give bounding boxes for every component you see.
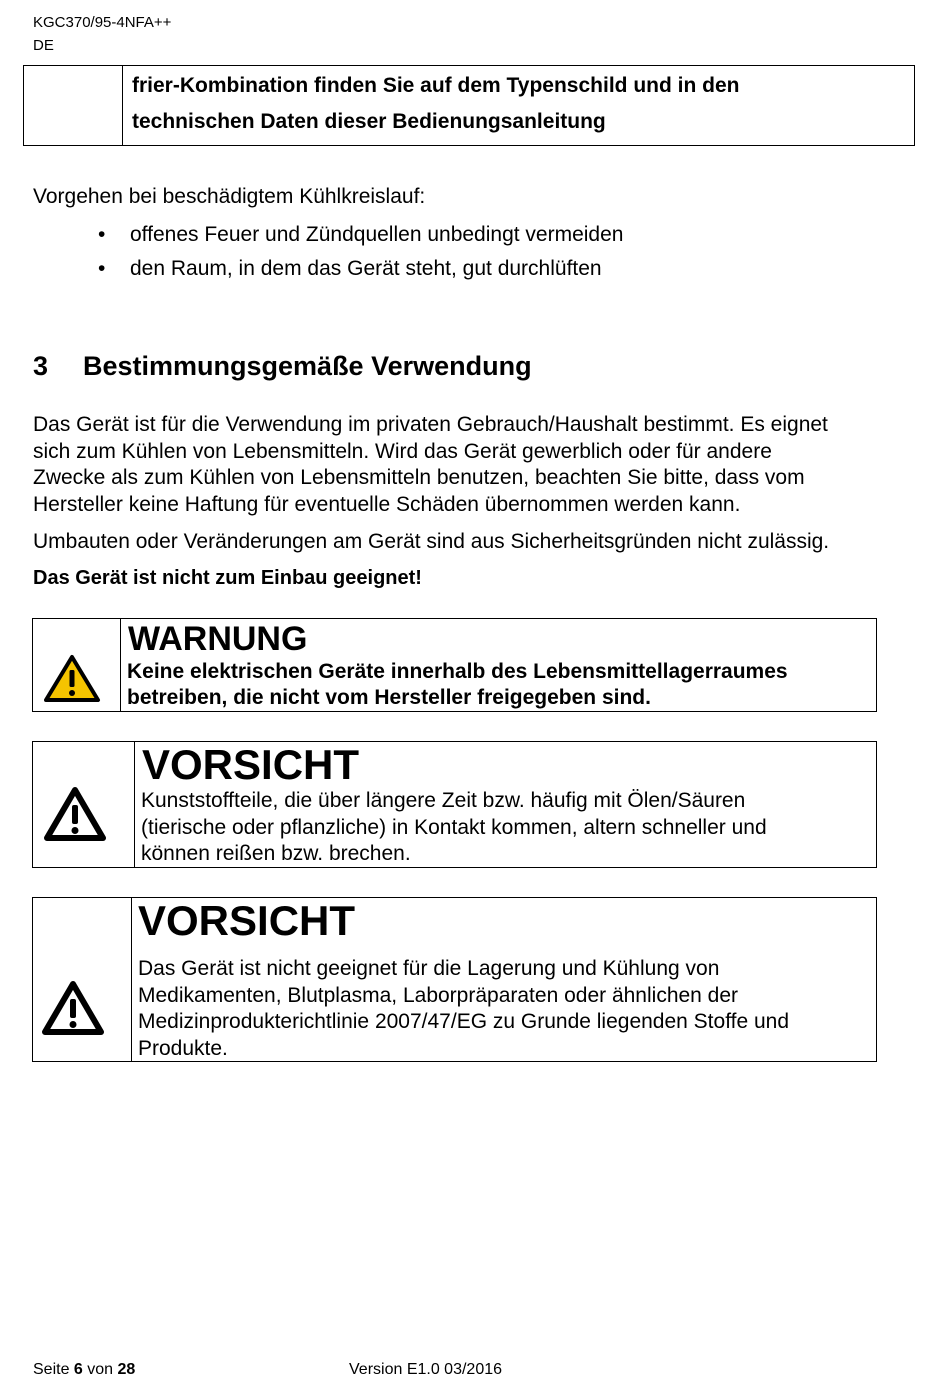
page-indicator: Seite 6 von 28 <box>33 1361 136 1378</box>
warning-triangle-icon <box>43 786 107 842</box>
box-divider <box>122 66 123 145</box>
document-language: DE <box>33 37 54 54</box>
damage-bullet-2: • den Raum, in dem das Gerät steht, gut durchlüften <box>98 257 602 280</box>
section-title: Bestimmungsgemäße Verwendung <box>83 351 532 381</box>
damage-bullet-1: • offenes Feuer und Zündquellen unbedingt vermeiden <box>98 223 624 246</box>
caution-1-text: Kunststoffteile, die über längere Zeit bzw. häufig mit Ölen/Säuren (tierische oder pflanzliche) in Kontakt kommen, altern schneller und können reißen bzw. brechen. <box>141 789 767 865</box>
box-divider <box>134 742 135 867</box>
caution-box-1 <box>32 741 877 868</box>
bullet-icon: • <box>98 257 106 280</box>
section-heading <box>33 350 532 382</box>
warning-triangle-yellow-icon <box>43 653 101 703</box>
warning-text: Keine elektrischen Geräte innerhalb des Lebensmittellagerraumes betreiben, die nicht vom Hersteller freigegeben sind. <box>127 660 788 709</box>
continuation-box <box>23 65 915 146</box>
warning-box <box>32 618 877 712</box>
continuation-line-1: frier-Kombination finden Sie auf dem Typenschild und in den <box>132 74 740 97</box>
bullet-icon: • <box>98 223 106 246</box>
caution-2-text: Das Gerät ist nicht geeignet für die Lagerung und Kühlung von Medikamenten, Blutplasma, Laborpräparaten oder ähnlichen der Medizinprodukterichtlinie 2007/47/EG zu Grunde liegenden Stoffe und Produkte. <box>138 957 790 1060</box>
section-paragraph-3: Das Gerät ist nicht zum Einbau geeignet! <box>33 567 422 589</box>
caution-box-2 <box>32 897 877 1062</box>
box-divider <box>120 619 121 711</box>
section-paragraph-1: Das Gerät ist für die Verwendung im privaten Gebrauch/Haushalt bestimmt. Es eignet sich zum Kühlen von Lebensmitteln. Wird das Gerät gewerblich oder für andere Zwecke als zum Kühlen von Lebensmitteln benutzen, beachten Sie bitte, dass vom Hersteller keine Haftung für eventuelle Schäden übernommen werden kann. <box>33 413 828 516</box>
document-model: KGC370/95-4NFA++ <box>33 14 172 31</box>
damage-intro: Vorgehen bei beschädigtem Kühlkreislauf: <box>33 185 426 208</box>
caution-2-title: VORSICHT <box>138 897 356 944</box>
continuation-line-2: technischen Daten dieser Bedienungsanleitung <box>132 110 606 133</box>
warning-triangle-icon <box>41 980 105 1036</box>
box-divider <box>131 898 132 1061</box>
warning-title: WARNUNG <box>128 620 308 658</box>
caution-1-title: VORSICHT <box>142 741 360 788</box>
document-version: Version E1.0 03/2016 <box>349 1361 503 1378</box>
section-paragraph-2: Umbauten oder Veränderungen am Gerät sind aus Sicherheitsgründen nicht zulässig. <box>33 530 830 553</box>
section-number: 3 <box>33 351 49 381</box>
